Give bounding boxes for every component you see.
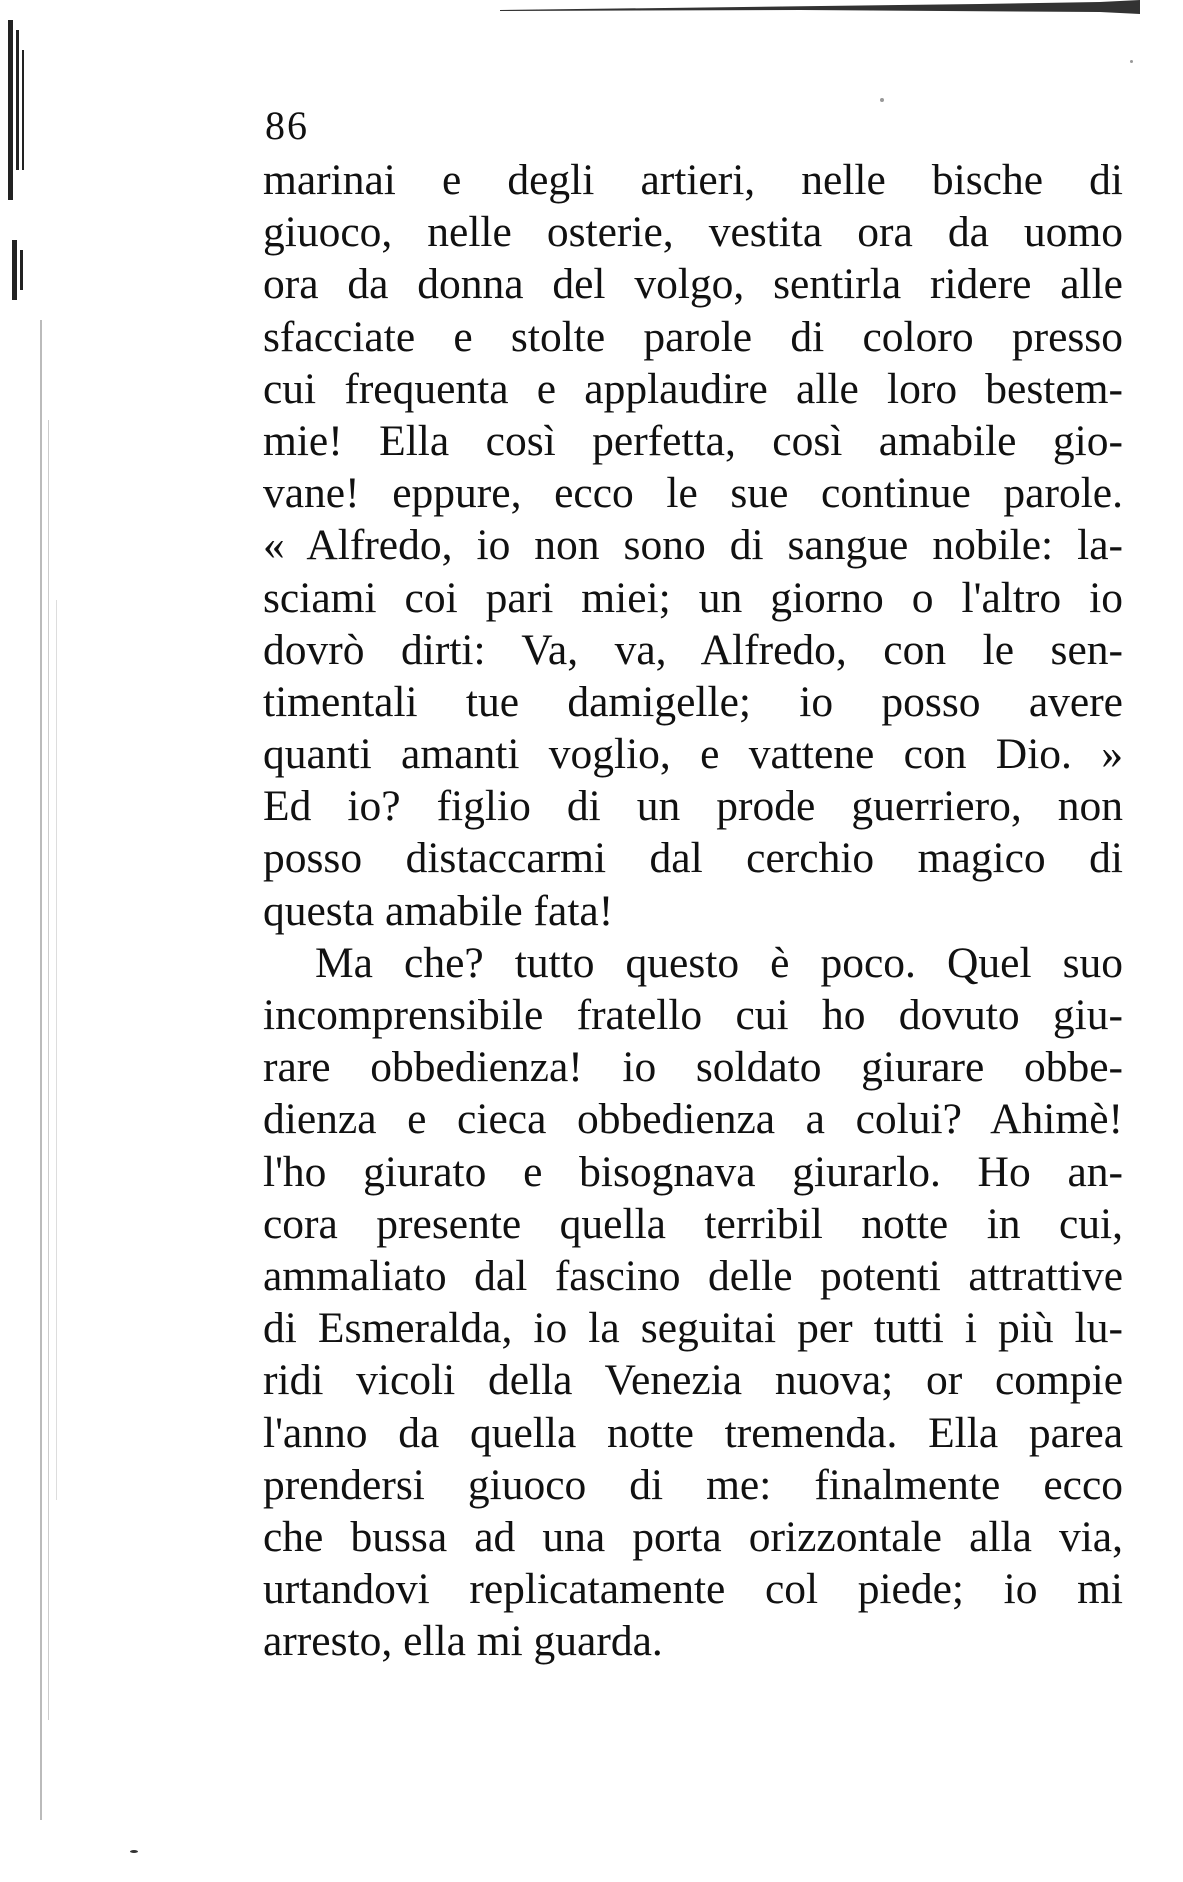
- text-line: mie! Ella così perfetta, così amabile gio-: [263, 416, 1123, 465]
- text-line: timentali tue damigelle; io posso avere: [263, 677, 1123, 726]
- text-line: prendersi giuoco di me: finalmente ecco: [263, 1460, 1123, 1509]
- scan-speck: [880, 98, 884, 102]
- text-line: sciami coi pari miei; un giorno o l'altro io: [263, 573, 1123, 622]
- text-line: urtandovi replicatamente col piede; io mi: [263, 1565, 1123, 1614]
- text-line: giuoco, nelle osterie, vestita ora da uomo: [263, 208, 1123, 257]
- text-line: dovrò dirti: Va, va, Alfredo, con le sen-: [263, 625, 1123, 674]
- scan-speck: [130, 1850, 138, 1853]
- text-line: ammaliato dal fascino delle potenti attrattive: [263, 1251, 1123, 1300]
- scan-speck: [1130, 60, 1133, 63]
- text-line: sfacciate e stolte parole di coloro presso: [263, 312, 1123, 361]
- text-line: l'ho giurato e bisognava giurarlo. Ho an-: [263, 1147, 1123, 1196]
- text-line: cui frequenta e applaudire alle loro bestem-: [263, 364, 1123, 413]
- text-line: vane! eppure, ecco le sue continue parole.: [263, 469, 1123, 518]
- text-line: dienza e cieca obbedienza a colui? Ahimè!: [263, 1095, 1123, 1144]
- text-line: di Esmeralda, io la seguitai per tutti i più lu-: [263, 1304, 1123, 1353]
- book-page: [263, 100, 1123, 1667]
- body-text: [263, 154, 1123, 1667]
- text-line: cora presente quella terribil notte in cui,: [263, 1199, 1123, 1248]
- page-number: 86: [265, 103, 309, 148]
- text-line: incomprensibile fratello cui ho dovuto giu-: [263, 991, 1123, 1039]
- text-line: l'anno da quella notte tremenda. Ella parea: [263, 1408, 1123, 1457]
- text-line: arresto, ella mi guarda.: [263, 1617, 663, 1666]
- text-line: quanti amanti voglio, e vattene con Dio. »: [263, 730, 1123, 779]
- text-line: « Alfredo, io non sono di sangue nobile: la-: [263, 521, 1123, 570]
- scan-gutter-shadow: [0, 0, 70, 1882]
- text-line: questa amabile fata!: [263, 886, 614, 935]
- text-line: Ma che? tutto questo è poco. Quel suo: [315, 938, 1123, 987]
- text-line: rare obbedienza! io soldato giurare obbe-: [263, 1043, 1123, 1092]
- scan-top-edge: [500, 0, 1140, 14]
- text-line: posso distaccarmi dal cerchio magico di: [263, 834, 1123, 883]
- text-line: marinai e degli artieri, nelle bische di: [263, 156, 1123, 204]
- text-line: che bussa ad una porta orizzontale alla via,: [263, 1512, 1123, 1561]
- text-line: ridi vicoli della Venezia nuova; or compie: [263, 1356, 1123, 1405]
- text-line: Ed io? figlio di un prode guerriero, non: [263, 782, 1123, 831]
- text-line: ora da donna del volgo, sentirla ridere alle: [263, 260, 1123, 309]
